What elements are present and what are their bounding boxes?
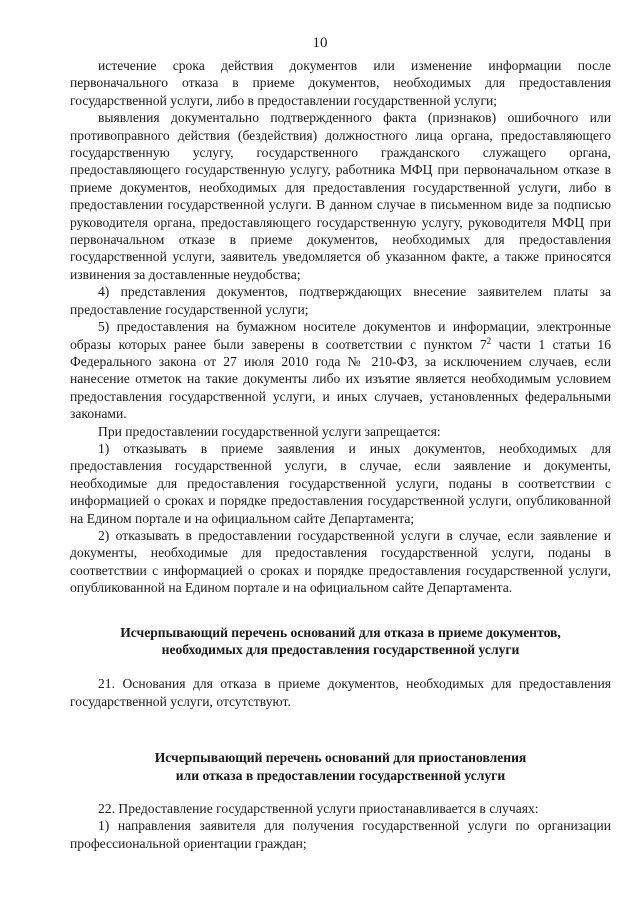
section-heading	[70, 624, 611, 659]
page-number: 10	[312, 35, 328, 51]
paragraph: 22. Предоставление государственной услуги приостанавливается в случаях:	[98, 801, 539, 817]
paragraph: 1) направления заявителя для получения государственной услуги по организации профессиональной ориентации граждан;	[70, 818, 611, 851]
section-heading-line: Исчерпывающий перечень оснований для приостановления	[154, 750, 527, 766]
section-heading-line: необходимых для предоставления государственной услуги	[161, 642, 520, 657]
document-body	[70, 57, 611, 852]
paragraph: 4) представления документов, подтверждающих внесение заявителем платы за предоставление государственной услуги;	[70, 284, 611, 317]
paragraph: выявления документально подтвержденного факта (признаков) ошибочного или противоправного действия (бездействия) должностного лица органа, предоставляющего государственную услугу, государственного гражданского служащего органа, предоставляющего государственную услугу, работника МФЦ при первоначальном отказе в приеме документов, необходимых для предоставления государственной услуги, либо в предоставлении государственной услуги. В данном случае в письменном виде за подписью руководителя органа, предоставляющего государственную услугу, руководителя МФЦ при первоначальном отказе в приеме документов, необходимых для предоставления государственной услуги, заявитель уведомляется об указанном факте, а также приносятся извинения за доставленные неудобства;	[70, 110, 611, 282]
paragraph: 1) отказывать в приеме заявления и иных документов, необходимых для предоставления государственной услуги, в случае, если заявление и документы, необходимые для предоставления государственной услуги, поданы в соответствии с информацией о сроках и порядке предоставления государственной услуги, опубликованной на Едином портале и на официальном сайте Департамента;	[70, 440, 611, 526]
paragraph: истечение срока действия документов или изменение информации после первоначального отказа в приеме документов, необходимых для предоставления государственной услуги, либо в предоставлении государственной услуги;	[70, 58, 611, 108]
paragraph-text: 5) предоставления на бумажном носителе документов и информации, электронные образы которых ранее были заверены в соответствии с пунктом 7	[70, 319, 611, 352]
section-heading-line: Исчерпывающий перечень оснований для отказа в приеме документов,	[120, 624, 561, 640]
section-heading	[70, 749, 611, 784]
paragraph: При предоставлении государственной услуги запрещается:	[98, 423, 441, 439]
paragraph: 2) отказывать в предоставлении государственной услуги в случае, если заявление и документы, необходимые для предоставления государственной услуги, поданы в соответствии с информацией о сроках и порядке предоставления государственной услуги, опубликованной на Едином портале и на официальном сайте Департамента.	[70, 527, 611, 596]
paragraph	[70, 318, 611, 422]
paragraph: 21. Основания для отказа в приеме документов, необходимых для предоставления государственной услуги, отсутствуют.	[70, 676, 611, 709]
paragraph-text: части 1 статьи 16 Федерального закона от 27 июля 2010 года № 210-ФЗ, за исключением случаев, если нанесение отметок на такие документы либо их изъятие является необходимым условием предоставления государственной услуги, и иных случаев, установленных федеральными законами.	[70, 336, 611, 422]
section-heading-line: или отказа в предоставлении государственной услуги	[175, 767, 506, 783]
superscript: 2	[486, 335, 492, 346]
